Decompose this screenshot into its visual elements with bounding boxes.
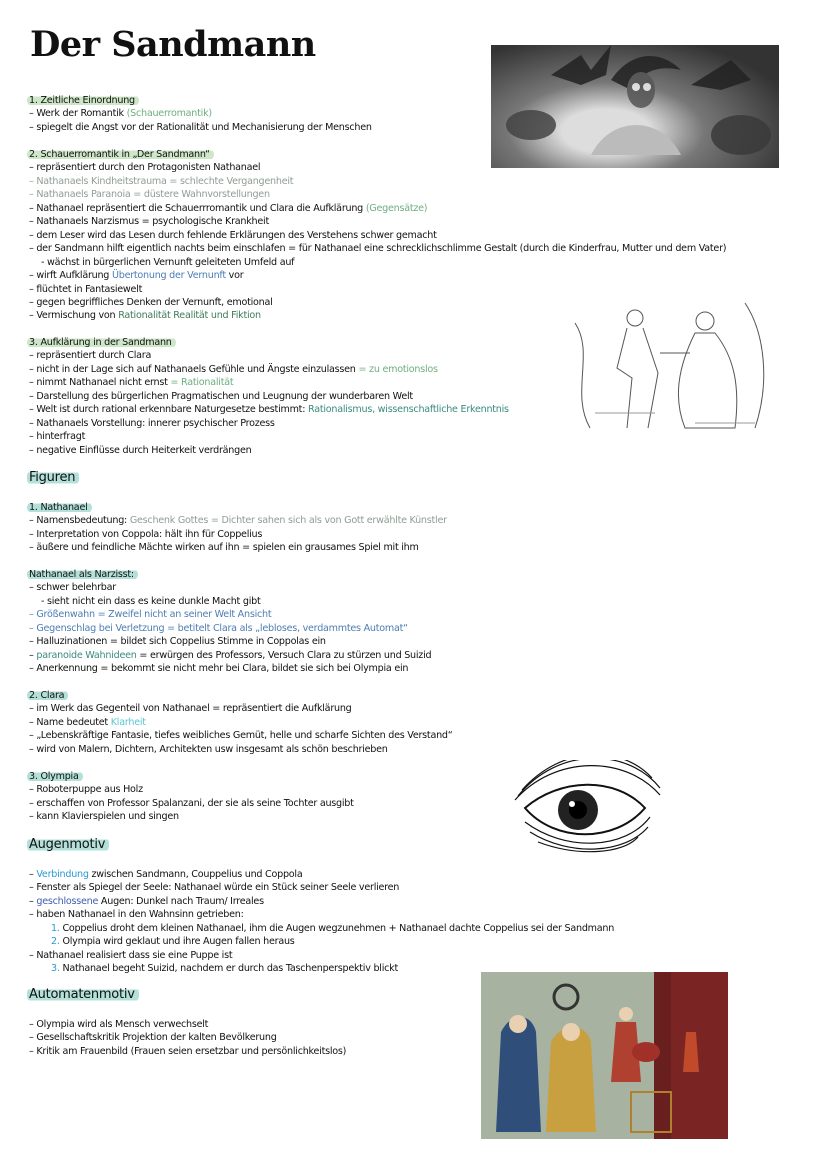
section-heading: 2. Clara bbox=[27, 690, 68, 701]
list-item bbox=[29, 881, 614, 894]
text: – spiegelt die Angst vor der Rationalität und Mechanisierung der Menschen bbox=[29, 121, 372, 133]
section-heading: Figuren bbox=[27, 470, 79, 485]
list-item bbox=[29, 528, 447, 541]
highlighted-text: – Nathanaels Kindheitstrauma = schlechte Vergangenheit bbox=[29, 175, 294, 187]
section-heading: 3. Aufklärung in der Sandmann bbox=[27, 337, 176, 348]
text: vor bbox=[225, 270, 244, 282]
highlighted-text: – Nathanaels Paranoia = düstere Wahnvorstellungen bbox=[29, 189, 270, 201]
highlighted-text: = zu emotionslos bbox=[358, 363, 438, 375]
highlighted-text: Geschenk Gottes = Dichter sahen sich als von Gott erwählte Künstler bbox=[129, 515, 447, 527]
text: – Namensbedeutung: bbox=[29, 515, 130, 527]
highlighted-text: (Gegensätze) bbox=[365, 202, 428, 214]
list-item bbox=[29, 363, 509, 376]
highlighted-text: Rationalismus, wissenschaftliche Erkenntnis bbox=[307, 404, 509, 416]
text: – haben Nathanael in den Wahnsinn getrieben: bbox=[29, 909, 244, 921]
text: – flüchtet in Fantasiewelt bbox=[29, 283, 143, 295]
list-item bbox=[29, 908, 614, 921]
list-item bbox=[29, 121, 372, 134]
list-item bbox=[29, 797, 354, 810]
text: Coppelius droht dem kleinen Nathanael, ihm die Augen wegzunehmen + Nathanael dachte Coppelius sei der Sandmann bbox=[62, 922, 615, 934]
text: – Nathanael repräsentiert die Schauerrromantik und Clara die Aufklärung bbox=[29, 202, 366, 214]
list-item bbox=[29, 175, 726, 188]
text: – Interpretation von Coppola: hält ihn für Coppelius bbox=[29, 528, 263, 540]
text: Olympia wird geklaut und ihre Augen fallen heraus bbox=[62, 936, 295, 948]
section-heading: 3. Olympia bbox=[27, 771, 83, 782]
section-nathanael bbox=[29, 501, 447, 555]
text: – negative Einflüsse durch Heiterkeit verdrängen bbox=[29, 444, 252, 456]
section-clara bbox=[29, 689, 452, 756]
text: – Werk der Romantik bbox=[29, 108, 127, 120]
list-item bbox=[29, 188, 726, 201]
text: – wird von Malern, Dichtern, Architekten usw insgesamt als schön beschrieben bbox=[29, 743, 388, 755]
text: = erwürgen des Professors, Versuch Clara zu stürzen und Suizid bbox=[136, 649, 432, 661]
section-figuren bbox=[29, 469, 79, 487]
highlighted-text: 2. bbox=[51, 936, 63, 948]
text: – nimmt Nathanael nicht ernst bbox=[29, 377, 171, 389]
highlighted-text: Verbindung bbox=[36, 869, 89, 880]
text: – Kritik am Frauenbild (Frauen seien ersetzbar und persönlichkeitslos) bbox=[29, 1045, 347, 1057]
text: – gegen begriffliches Denken der Vernunft, emotional bbox=[29, 296, 273, 308]
list-item bbox=[29, 949, 614, 962]
list-item bbox=[29, 390, 509, 403]
section-heading: Nathanael als Narzisst: bbox=[27, 569, 138, 580]
text: Augen: Dunkel nach Traum/ Irreales bbox=[98, 895, 264, 907]
list-item bbox=[29, 417, 509, 430]
list-item bbox=[29, 1018, 346, 1031]
text: – Nathanael realisiert dass sie eine Puppe ist bbox=[29, 949, 233, 961]
text: – Name bedeutet bbox=[29, 716, 111, 728]
section-olympia bbox=[29, 770, 354, 824]
list-item bbox=[29, 868, 614, 881]
section-aufklaerung bbox=[29, 336, 509, 457]
highlighted-text: Klarheit bbox=[110, 716, 146, 728]
highlighted-text: geschlossene bbox=[36, 895, 99, 907]
list-item bbox=[29, 810, 354, 823]
text: – Vermischung von bbox=[29, 310, 119, 322]
section-zeitliche-einordnung bbox=[29, 94, 372, 134]
list-item bbox=[29, 895, 614, 908]
text: – „Lebenskräftige Fantasie, tiefes weibliches Gemüt, helle und scharfe Sichten des Verstand“ bbox=[29, 730, 453, 742]
sketch-illustration bbox=[565, 293, 780, 435]
section-heading: Automatenmotiv bbox=[27, 987, 139, 1002]
list-item bbox=[29, 783, 354, 796]
list-item bbox=[29, 729, 452, 742]
list-item bbox=[29, 608, 431, 621]
text: – dem Leser wird das Lesen durch fehlende Erklärungen des Verstehens schwer gemacht bbox=[29, 229, 437, 241]
eye-engraving-image bbox=[510, 760, 662, 855]
list-item bbox=[29, 702, 452, 715]
section-heading: Augenmotiv bbox=[27, 837, 109, 852]
highlighted-text: paranoide Wahnideen bbox=[36, 649, 137, 661]
section-heading: 2. Schauerromantik in „Der Sandmann“ bbox=[27, 149, 214, 160]
text: – Gesellschaftskritik Projektion der kalten Bevölkerung bbox=[29, 1032, 277, 1044]
list-item bbox=[29, 1004, 346, 1018]
text: – nicht in der Lage sich auf Nathanaels Gefühle und Ängste einzulassen bbox=[29, 363, 359, 375]
list-item bbox=[29, 269, 726, 282]
list-item bbox=[29, 581, 431, 594]
list-item bbox=[29, 716, 452, 729]
text: – Darstellung des bürgerlichen Pragmatischen und Leugnung der wunderbaren Welt bbox=[29, 390, 413, 402]
text: – der Sandmann hilft eigentlich nachts beim einschlafen = für Nathanael eine schrecklichschlimme Gestalt (durch die Kinderfrau, Mutter und dem Vater) bbox=[29, 243, 727, 255]
text: – repräsentiert durch den Protagonisten Nathanael bbox=[29, 162, 261, 174]
text: – Halluzinationen = bildet sich Coppelius Stimme in Coppolas ein bbox=[29, 636, 326, 648]
text: – bbox=[29, 869, 37, 880]
list-item bbox=[29, 202, 726, 215]
text: – schwer belehrbar bbox=[29, 582, 116, 594]
list-item bbox=[29, 854, 614, 868]
list-item bbox=[29, 743, 452, 756]
list-item bbox=[29, 922, 614, 935]
highlighted-text: Rationalität Realität und Fiktion bbox=[118, 310, 261, 322]
list-item bbox=[29, 107, 372, 120]
text: – Nathanaels Vorstellung: innerer psychischer Prozess bbox=[29, 417, 275, 429]
text: zwischen Sandmann, Couppelius und Coppola bbox=[88, 869, 303, 880]
page-title: Der Sandmann bbox=[30, 24, 316, 65]
list-item bbox=[29, 635, 431, 648]
list-item bbox=[29, 649, 431, 662]
list-item bbox=[29, 595, 431, 608]
text: – hinterfragt bbox=[29, 431, 86, 443]
text: – äußere und feindliche Mächte wirken auf ihn = spielen ein grausames Spiel mit ihm bbox=[29, 542, 419, 554]
text: – erschaffen von Professor Spalanzani, der sie als seine Tochter ausgibt bbox=[29, 797, 354, 809]
text: – bbox=[29, 895, 37, 907]
text: – repräsentiert durch Clara bbox=[29, 350, 152, 362]
list-item bbox=[29, 403, 509, 416]
text: - sieht nicht ein dass es keine dunkle Macht gibt bbox=[41, 595, 261, 607]
text: – Nathanaels Narzismus = psychologische Krankheit bbox=[29, 216, 269, 228]
list-item bbox=[29, 514, 447, 527]
section-heading: 1. Nathanael bbox=[27, 502, 92, 513]
list-item bbox=[29, 430, 509, 443]
highlighted-text: 1. bbox=[51, 922, 63, 934]
highlighted-text: = Rationalität bbox=[170, 377, 234, 389]
list-item bbox=[29, 215, 726, 228]
section-automatenmotiv bbox=[29, 986, 346, 1058]
list-item bbox=[29, 229, 726, 242]
highlighted-text: (Schauerromantik) bbox=[126, 108, 212, 120]
list-item bbox=[29, 662, 431, 675]
text: – Olympia wird als Mensch verwechselt bbox=[29, 1019, 209, 1030]
section-augenmotiv bbox=[29, 836, 614, 976]
automaton-painting-image bbox=[481, 972, 728, 1139]
highlighted-text: 3. bbox=[51, 963, 63, 975]
list-item bbox=[29, 541, 447, 554]
text: – Roboterpuppe aus Holz bbox=[29, 784, 143, 796]
text: – bbox=[29, 649, 37, 661]
list-item bbox=[29, 622, 431, 635]
bats-owls-illustration bbox=[491, 45, 779, 168]
list-item bbox=[29, 935, 614, 948]
section-heading: 1. Zeitliche Einordnung bbox=[27, 95, 139, 106]
list-item bbox=[29, 1031, 346, 1044]
text: – Fenster als Spiegel der Seele: Nathanael würde ein Stück seiner Seele verlieren bbox=[29, 882, 400, 894]
section-narzisst bbox=[29, 568, 431, 676]
highlighted-text: – Größenwahn = Zweifel nicht an seiner Welt Ansicht bbox=[29, 609, 272, 621]
highlighted-text: Übertonung der Vernunft bbox=[111, 270, 226, 282]
text: – Welt ist durch rational erkennbare Naturgesetze bestimmt: bbox=[29, 404, 308, 416]
text: – wirft Aufklärung bbox=[29, 270, 112, 282]
list-item bbox=[29, 349, 509, 362]
list-item bbox=[29, 242, 726, 255]
list-item bbox=[29, 256, 726, 269]
text: - wächst in bürgerlichen Vernunft geleiteten Umfeld auf bbox=[41, 256, 295, 268]
owl-etching-image bbox=[491, 45, 779, 168]
list-item bbox=[29, 1045, 346, 1058]
text: – im Werk das Gegenteil von Nathanael = repräsentiert die Aufklärung bbox=[29, 703, 352, 715]
text: – kann Klavierspielen und singen bbox=[29, 811, 179, 823]
list-item bbox=[29, 444, 509, 457]
text: – Anerkennung = bekommt sie nicht mehr bei Clara, bildet sie sich bei Olympia ein bbox=[29, 663, 409, 675]
list-item bbox=[29, 376, 509, 389]
highlighted-text: – Gegenschlag bei Verletzung = betitelt Clara als „lebloses, verdammtes Automat“ bbox=[29, 622, 408, 634]
text: Nathanael begeht Suizid, nachdem er durch das Taschenperspektiv blickt bbox=[62, 963, 398, 975]
